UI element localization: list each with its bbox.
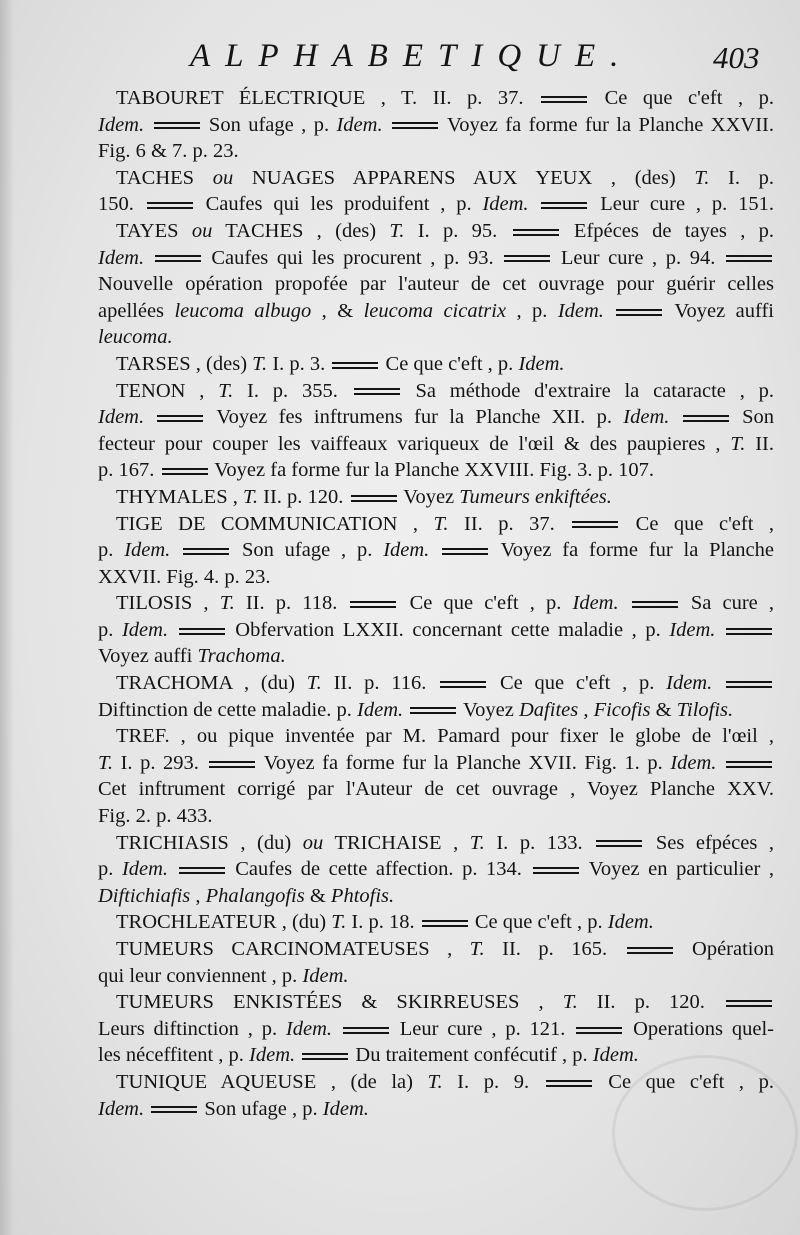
italic-text-run: Idem. xyxy=(285,1017,333,1040)
italic-text-run: Idem. xyxy=(482,193,529,216)
text-run: TENON , xyxy=(116,379,219,402)
double-rule-separator xyxy=(157,415,203,422)
double-rule-separator xyxy=(632,601,678,608)
text-run: TAYES xyxy=(116,219,192,242)
text-run: TACHES xyxy=(116,166,213,189)
italic-text-run: Idem. xyxy=(124,539,171,562)
italic-text-run: ou xyxy=(212,166,234,189)
text-line xyxy=(98,537,774,564)
text-line xyxy=(98,909,774,936)
italic-text-run: T. xyxy=(427,1070,443,1093)
double-rule-separator xyxy=(596,840,642,847)
text-line xyxy=(98,1016,774,1043)
text-run: II. p. 118. xyxy=(234,592,349,615)
italic-text-run: Idem. xyxy=(98,113,145,136)
text-run: Voyez en particulier , xyxy=(580,858,775,881)
double-rule-separator xyxy=(541,96,587,103)
double-rule-separator xyxy=(442,548,488,555)
text-run: , xyxy=(578,698,594,721)
text-run: I. p. 95. xyxy=(404,219,511,242)
page-header xyxy=(180,30,780,80)
double-rule-separator xyxy=(179,867,225,874)
italic-text-run: Idem. xyxy=(98,406,145,429)
double-rule-separator xyxy=(683,415,729,422)
text-line xyxy=(98,484,774,511)
italic-text-run: Phalangofis xyxy=(205,884,305,907)
text-line xyxy=(98,404,774,431)
text-run: THYMALES , xyxy=(116,485,243,508)
text-run: TRICHIASIS , (du) xyxy=(116,831,303,854)
italic-text-run: Idem. xyxy=(557,299,604,322)
text-run xyxy=(619,592,630,614)
italic-text-run: Idem. xyxy=(302,964,349,987)
text-run: Son ufage , p. xyxy=(231,539,384,562)
double-rule-separator xyxy=(576,1027,622,1034)
text-run: Sa méthode d'extraire la cataracte , p. xyxy=(401,379,774,402)
text-line xyxy=(98,218,774,245)
text-run: I. p. 293. xyxy=(113,751,207,774)
text-line xyxy=(98,511,774,538)
text-run: Leurs diftinction , p. xyxy=(98,1017,286,1040)
double-rule-separator xyxy=(533,867,579,874)
text-run: les néceffitent , p. xyxy=(98,1044,250,1067)
text-run: Voyez fa forme fur la Planche XXVIII. Fig. 3. p. 107. xyxy=(209,459,654,482)
text-line xyxy=(98,351,774,378)
italic-text-run: ou xyxy=(191,219,213,242)
double-rule-separator xyxy=(183,548,229,555)
text-line xyxy=(98,85,774,112)
italic-text-run: T. xyxy=(694,166,710,189)
text-run xyxy=(168,619,177,641)
text-run xyxy=(429,539,440,561)
text-line xyxy=(98,750,774,777)
double-rule-separator xyxy=(350,601,396,608)
text-run: , & xyxy=(311,299,364,322)
text-run: Fig. 2. p. 433. xyxy=(98,805,213,828)
text-line xyxy=(98,564,774,591)
text-run: II. p. 116. xyxy=(321,672,439,695)
text-run: I. p. 355. xyxy=(233,379,352,402)
double-rule-separator xyxy=(332,362,378,369)
italic-text-run: T. xyxy=(306,672,322,695)
text-run: Fig. 6 & 7. p. 23. xyxy=(98,140,239,163)
italic-text-run: Idem. xyxy=(357,698,404,721)
italic-text-run: T. xyxy=(730,432,746,455)
italic-text-run: Idem. xyxy=(336,113,383,136)
italic-text-run: Ficofis xyxy=(593,698,651,721)
text-run xyxy=(669,406,680,428)
text-run: qui leur conviennent , p. xyxy=(98,964,303,987)
italic-text-run: Idem. xyxy=(121,618,169,641)
text-run: II. p. 120. xyxy=(577,991,724,1014)
text-run: , xyxy=(190,884,206,907)
text-run: TROCHLEATEUR , (du) xyxy=(116,911,332,934)
text-run: Caufes qui les procurent , p. 93. xyxy=(202,246,503,269)
text-run: p. xyxy=(98,539,125,562)
text-run: Ce que c'eft , p. xyxy=(398,592,573,615)
double-rule-separator xyxy=(179,628,225,635)
faded-library-stamp xyxy=(612,1055,798,1211)
italic-text-run: ou xyxy=(302,831,324,854)
text-run: Caufes qui les produifent , p. xyxy=(194,193,483,216)
italic-text-run: Idem. xyxy=(572,592,619,615)
text-run: fecteur pour couper les vaiffeaux variqueux de l'œil & des paupieres , xyxy=(98,432,731,455)
italic-text-run: Idem. xyxy=(518,352,565,375)
text-line xyxy=(98,803,774,830)
text-line xyxy=(98,883,774,910)
italic-text-run: leucoma cicatrix xyxy=(363,299,507,322)
italic-text-run: T. xyxy=(252,352,268,375)
text-run: Opération xyxy=(674,938,774,960)
text-run xyxy=(529,193,540,215)
text-run: I. p. 133. xyxy=(484,831,595,854)
text-run: Voyez xyxy=(398,485,460,508)
text-run: Ce que c'eft , p. xyxy=(469,911,608,934)
text-run: Leur cure , p. 121. xyxy=(390,1017,575,1040)
double-rule-separator xyxy=(155,255,201,262)
text-run: Ce que c'eft , xyxy=(620,512,774,535)
text-run: Voyez fa forme fur la Planche XVII. Fig. 1. p. xyxy=(256,751,671,774)
italic-text-run: Diftichiafis xyxy=(98,884,191,907)
text-run: II. p. 165. xyxy=(484,938,625,960)
italic-text-run: T. xyxy=(219,592,235,615)
italic-text-run: Idem. xyxy=(592,1044,639,1067)
text-run: TIGE DE COMMUNICATION , xyxy=(116,512,434,535)
text-run: TRACHOMA , (du) xyxy=(116,672,307,695)
italic-text-run: Idem. xyxy=(607,911,654,934)
double-rule-separator xyxy=(162,468,208,475)
text-run: II. xyxy=(745,432,774,455)
text-run xyxy=(383,114,390,136)
text-run: TILOSIS , xyxy=(116,592,220,615)
text-run xyxy=(144,114,151,136)
text-run xyxy=(144,1098,149,1120)
text-run: & xyxy=(304,884,331,907)
text-run: Voyez auffi xyxy=(98,645,198,668)
double-rule-separator xyxy=(392,122,438,129)
text-run: Son ufage , p. xyxy=(201,113,337,136)
italic-text-run: leucoma albugo xyxy=(174,299,312,322)
text-run: TABOURET ÉLECTRIQUE , xyxy=(116,87,402,109)
italic-text-run: Idem. xyxy=(322,1097,369,1120)
text-run: TUNIQUE AQUEUSE , (de la) xyxy=(116,1070,428,1093)
double-rule-separator xyxy=(422,920,468,927)
text-run xyxy=(295,1044,300,1066)
italic-text-run: T. xyxy=(469,831,485,854)
text-line xyxy=(98,138,774,165)
text-run: Voyez fa forme fur la Planche xyxy=(490,539,775,562)
page-number: 403 xyxy=(713,40,760,75)
italic-text-run: T. xyxy=(331,911,347,934)
text-run: T. II. p. 37. xyxy=(401,87,540,109)
text-run xyxy=(716,752,724,774)
double-rule-separator xyxy=(726,255,772,262)
text-line xyxy=(98,457,774,484)
text-run: Voyez xyxy=(458,698,519,721)
double-rule-separator xyxy=(209,761,255,768)
text-run: p. xyxy=(98,858,122,881)
page-edge-shadow xyxy=(0,0,14,1235)
italic-text-run: T. xyxy=(389,219,405,242)
double-rule-separator xyxy=(726,628,772,635)
text-run: Obfervation LXXII. concernant cette maladie , p. xyxy=(226,618,670,641)
text-line xyxy=(98,697,774,724)
double-rule-separator xyxy=(151,1106,197,1113)
italic-text-run: T. xyxy=(433,512,449,535)
italic-text-run: T. xyxy=(242,485,258,508)
italic-text-run: Tumeurs enkiftées. xyxy=(459,485,612,508)
double-rule-separator xyxy=(616,309,662,316)
text-run: I. p. 3. xyxy=(267,352,331,375)
italic-text-run: Idem. xyxy=(121,858,169,881)
text-run: Sa cure , xyxy=(679,592,774,615)
text-line xyxy=(98,617,774,644)
double-rule-separator xyxy=(541,202,587,209)
text-run: I. p. 18. xyxy=(346,911,420,934)
text-line xyxy=(98,989,774,1016)
double-rule-separator xyxy=(343,1027,389,1034)
text-run xyxy=(144,406,155,428)
text-line xyxy=(98,112,774,139)
text-run: Diftinction de cette maladie. p. xyxy=(98,698,358,721)
text-run: Ses efpéces , xyxy=(644,831,775,854)
double-rule-separator xyxy=(410,707,456,714)
double-rule-separator xyxy=(726,761,772,768)
italic-text-run: Idem. xyxy=(669,618,716,641)
text-run: TACHES , (des) xyxy=(212,219,390,242)
italic-text-run: Idem. xyxy=(623,406,670,429)
text-run: Ce que c'eft , p. xyxy=(589,87,774,109)
italic-text-run: Idem. xyxy=(98,1097,145,1120)
text-run: Ce que c'eft , p. xyxy=(593,1070,775,1093)
running-title: ALPHABETIQUE. xyxy=(190,38,634,74)
text-run: Leur cure , p. 94. xyxy=(552,246,724,269)
text-line xyxy=(98,324,774,351)
double-rule-separator xyxy=(726,681,772,688)
text-run xyxy=(144,247,153,269)
double-rule-separator xyxy=(440,681,486,688)
text-line xyxy=(98,590,774,617)
text-run: 150. xyxy=(98,193,145,216)
text-run: Voyez auffi xyxy=(664,299,774,322)
text-run: Ce que c'eft , p. xyxy=(380,352,519,375)
text-run: II. p. 120. xyxy=(258,485,349,508)
text-run xyxy=(332,1018,341,1040)
text-line xyxy=(98,776,774,803)
double-rule-separator xyxy=(546,1080,592,1087)
text-line xyxy=(98,431,774,458)
text-run xyxy=(170,539,181,561)
index-text-body xyxy=(98,85,774,1122)
text-run: Voyez fa forme fur la Planche XXVII. xyxy=(440,113,774,136)
text-run: & xyxy=(650,698,677,721)
italic-text-run: Idem. xyxy=(666,672,713,695)
text-line xyxy=(98,963,774,990)
text-run: XXVII. Fig. 4. p. 23. xyxy=(98,565,271,588)
italic-text-run: Dafites xyxy=(519,698,579,721)
text-run: p. 167. xyxy=(98,459,160,482)
text-line xyxy=(98,245,774,272)
double-rule-separator xyxy=(147,202,193,209)
text-run: Son xyxy=(730,406,774,429)
text-run: Son ufage , p. xyxy=(199,1097,323,1120)
italic-text-run: Idem. xyxy=(383,539,430,562)
text-run: I. p. xyxy=(709,166,774,189)
text-run: Operations quel- xyxy=(624,1017,774,1040)
text-run xyxy=(168,858,177,880)
text-run: Du traitement confécutif , p. xyxy=(350,1044,593,1067)
text-run xyxy=(604,300,614,322)
italic-text-run: Phtofis. xyxy=(330,884,395,907)
text-line xyxy=(98,191,774,218)
text-run: Voyez fes inftrumens fur la Planche XII. p. xyxy=(205,406,624,429)
text-line xyxy=(98,856,774,883)
double-rule-separator xyxy=(351,495,397,502)
text-line xyxy=(98,936,774,963)
text-run: I. p. 9. xyxy=(442,1070,544,1093)
text-run: TUMEURS CARCINOMATEUSES , xyxy=(116,938,470,960)
text-line xyxy=(98,378,774,405)
text-run: Cet inftrument corrigé par l'Auteur de cet ouvrage , Voyez Planche XXV. xyxy=(98,778,774,801)
text-run xyxy=(715,619,724,641)
text-run: NUAGES APPARENS AUX YEUX , (des) xyxy=(233,166,695,189)
italic-text-run: Idem. xyxy=(670,751,717,774)
double-rule-separator xyxy=(627,947,673,954)
text-run: apellées xyxy=(98,299,175,322)
text-run: II. p. 37. xyxy=(448,512,571,535)
text-line xyxy=(98,271,774,298)
italic-text-run: T. xyxy=(562,991,578,1014)
text-run: TREF. , ou pique inventée par M. Pamard pour fixer le globe de l'œil , xyxy=(116,725,774,748)
text-line xyxy=(98,165,774,192)
text-line xyxy=(98,298,774,325)
text-line xyxy=(98,643,774,670)
text-line xyxy=(98,670,774,697)
italic-text-run: Idem. xyxy=(98,246,145,269)
italic-text-run: leucoma. xyxy=(98,326,173,349)
italic-text-run: T. xyxy=(218,379,234,402)
double-rule-separator xyxy=(572,521,618,528)
italic-text-run: T. xyxy=(98,751,114,774)
text-line xyxy=(98,723,774,750)
italic-text-run: T. xyxy=(469,938,485,960)
text-run: Nouvelle opération propofée par l'auteur de cet ouvrage pour guérir celles xyxy=(98,273,774,296)
text-run xyxy=(403,699,408,721)
text-run: Ce que c'eft , p. xyxy=(488,672,667,695)
text-line xyxy=(98,830,774,857)
text-run: TARSES , (des) xyxy=(116,352,253,375)
text-run: Leur cure , p. 151. xyxy=(589,193,775,216)
italic-text-run: Tilofis. xyxy=(676,698,734,721)
text-run xyxy=(712,672,724,694)
text-run: Efpéces de tayes , p. xyxy=(560,219,775,242)
text-run: p. xyxy=(98,618,122,641)
double-rule-separator xyxy=(513,229,559,236)
double-rule-separator xyxy=(302,1053,348,1060)
double-rule-separator xyxy=(354,388,400,395)
text-run: TUMEURS ENKISTÉES & SKIRREUSES , xyxy=(116,991,563,1014)
italic-text-run: Idem. xyxy=(249,1044,296,1067)
text-run: Caufes de cette affection. p. 134. xyxy=(226,858,531,881)
text-run: TRICHAISE , xyxy=(323,831,470,854)
double-rule-separator xyxy=(154,122,200,129)
text-run: , p. xyxy=(506,299,558,322)
double-rule-separator xyxy=(504,255,550,262)
double-rule-separator xyxy=(726,1000,772,1007)
italic-text-run: Trachoma. xyxy=(197,645,286,668)
